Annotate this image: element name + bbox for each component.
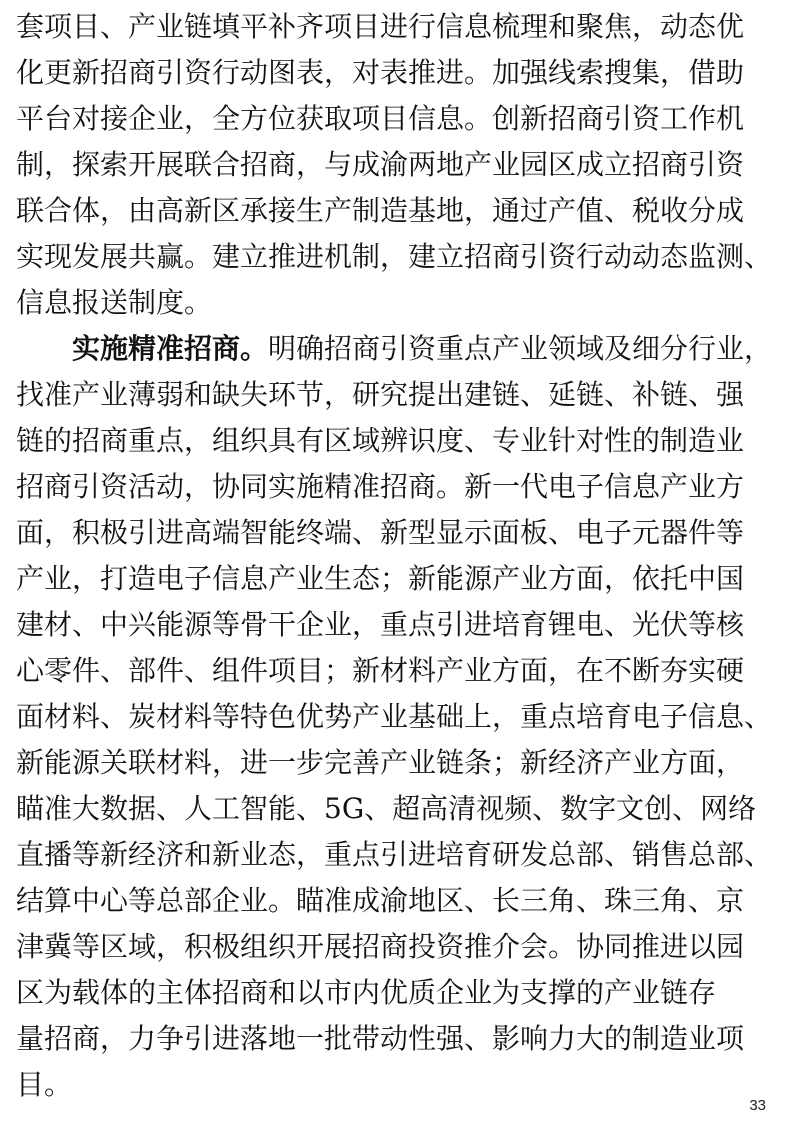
- text-line: 结算中心等总部企业。瞄准成渝地区、长三角、珠三角、京: [16, 884, 745, 917]
- text-line: 实现发展共赢。建立推进机制，建立招商引资行动动态监测、: [16, 240, 773, 273]
- text-line: 平台对接企业，全方位获取项目信息。创新招商引资工作机: [16, 102, 745, 135]
- text-line: 化更新招商引资行动图表，对表推进。加强线索搜集，借助: [16, 56, 745, 89]
- text-line: 区为载体的主体招商和以市内优质企业为支撑的产业链存: [16, 976, 717, 1009]
- text-line: 量招商，力争引进落地一批带动性强、影响力大的制造业项: [16, 1022, 745, 1055]
- text-line: 瞄准大数据、人工智能、5G、超高清视频、数字文创、网络: [16, 792, 757, 825]
- text-line: 面材料、炭材料等特色优势产业基础上，重点培育电子信息、: [16, 700, 773, 733]
- text-line: 建材、中兴能源等骨干企业，重点引进培育锂电、光伏等核: [16, 608, 745, 641]
- text-line: 招商引资活动，协同实施精准招商。新一代电子信息产业方: [16, 470, 745, 503]
- text-line: 直播等新经济和新业态，重点引进培育研发总部、销售总部、: [16, 838, 773, 871]
- text-line: 制，探索开展联合招商，与成渝两地产业园区成立招商引资: [16, 148, 745, 181]
- text-line: 产业，打造电子信息产业生态；新能源产业方面，依托中国: [16, 562, 745, 595]
- text-run: 明确招商引资重点产业领域及细分行业，: [268, 332, 773, 365]
- text-line: 套项目、产业链填平补齐项目进行信息梳理和聚焦，动态优: [16, 10, 745, 43]
- text-line: 联合体，由高新区承接生产制造基地，通过产值、税收分成: [16, 194, 745, 227]
- text-line: 新能源关联材料，进一步完善产业链条；新经济产业方面，: [16, 746, 745, 779]
- paragraph-heading: 实施精准招商。: [72, 332, 269, 365]
- text-line: 津冀等区域，积极组织开展招商投资推介会。协同推进以园: [16, 930, 745, 963]
- text-line: 面，积极引进高端智能终端、新型显示面板、电子元器件等: [16, 516, 745, 549]
- text-line: 找准产业薄弱和缺失环节，研究提出建链、延链、补链、强: [16, 378, 745, 411]
- paragraph-first-line: [72, 326, 784, 372]
- page-number: 33: [749, 1097, 766, 1114]
- text-line: 信息报送制度。: [16, 286, 213, 319]
- text-line: 目。: [16, 1068, 73, 1101]
- text-line: 心零件、部件、组件项目；新材料产业方面，在不断夯实硬: [16, 654, 745, 687]
- text-line: 链的招商重点，组织具有区域辨识度、专业针对性的制造业: [16, 424, 745, 457]
